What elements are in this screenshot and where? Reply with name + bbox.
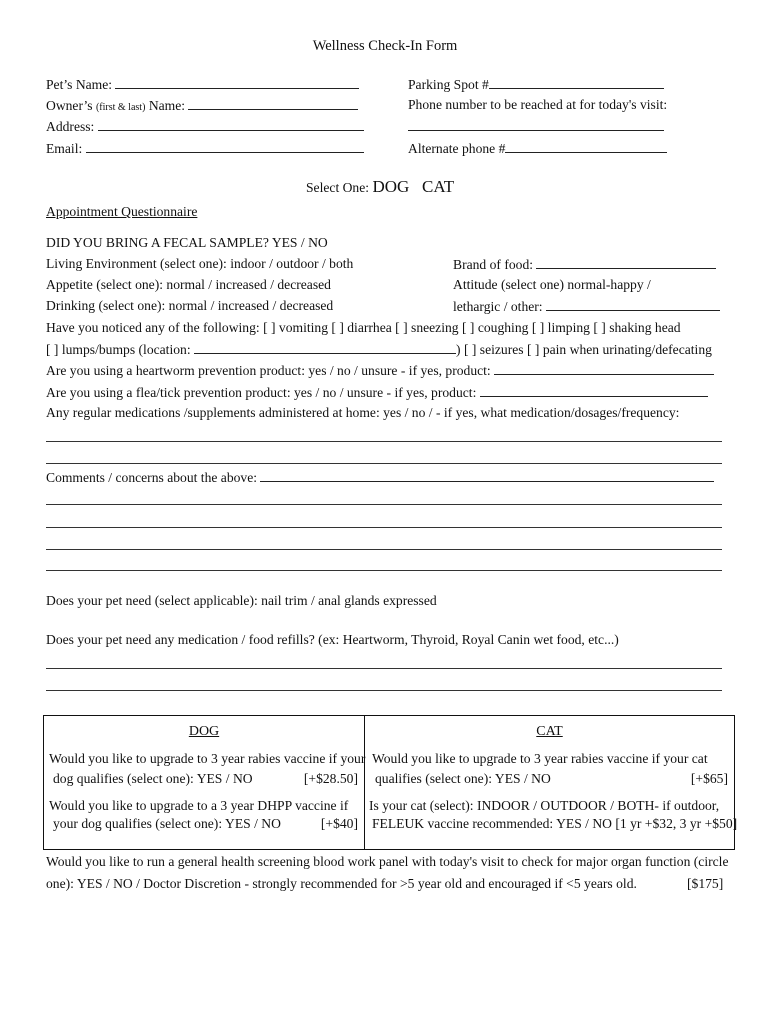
species-prompt: Select One: <box>306 180 370 195</box>
dog-dhpp-price: [+$40] <box>320 816 358 831</box>
fecal-question: DID YOU BRING A FECAL SAMPLE? YES / NO <box>46 235 328 250</box>
living-question: Living Environment (select one): indoor / outdoor / both <box>46 256 354 271</box>
brand-row <box>453 256 716 273</box>
owner-name-label-b: Name: <box>148 98 186 113</box>
comments-line-2[interactable] <box>46 527 722 528</box>
heartworm-product-field[interactable] <box>494 362 714 375</box>
refills-line-2[interactable] <box>46 690 722 691</box>
lumps-label-b: ) [ ] seizures [ ] pain when urinating/defecating <box>456 342 712 357</box>
bloodwork-price: [$175] <box>687 876 724 891</box>
cat-env-text-1[interactable]: Is your cat (select): INDOOR / OUTDOOR / BOTH- if outdoor, <box>369 798 720 813</box>
bloodwork-text-2[interactable]: one): YES / NO / Doctor Discretion - strongly recommended for >5 year old and encouraged if <5 years old. <box>46 876 637 891</box>
brand-label: Brand of food: <box>453 257 534 272</box>
dog-rabies-price: [+$28.50] <box>303 771 358 786</box>
dog-rabies-text-1: Would you like to upgrade to 3 year rabies vaccine if your <box>49 751 366 766</box>
comments-field[interactable] <box>260 469 714 482</box>
dog-dhpp-text-2[interactable]: your dog qualifies (select one): YES / NO <box>53 816 281 831</box>
address-row <box>46 118 364 135</box>
address-field[interactable] <box>98 118 364 131</box>
comments-label: Comments / concerns about the above: <box>46 470 258 485</box>
flea-row <box>46 384 708 401</box>
meds-line-2[interactable] <box>46 463 722 464</box>
nail-trim-question: Does your pet need (select applicable): nail trim / anal glands expressed <box>46 593 437 608</box>
phone-row <box>408 118 664 135</box>
dog-column <box>44 716 365 850</box>
alt-phone-label: Alternate phone # <box>408 141 506 156</box>
owner-name-field[interactable] <box>188 97 358 110</box>
cat-rabies-price: [+$65] <box>690 771 728 786</box>
attitude-question: Attitude (select one) normal-happy / <box>453 277 651 292</box>
section-heading: Appointment Questionnaire <box>46 204 198 219</box>
symptoms-question: Have you noticed any of the following: [ ] vomiting [ ] diarrhea [ ] sneezing [ ] coughing [ ] limping [ ] shaking head <box>46 320 681 335</box>
meds-question: Any regular medications /supplements administered at home: yes / no / - if yes, what medication/dosages/frequency: <box>46 405 680 420</box>
dog-header: DOG <box>188 724 220 739</box>
lumps-location-field[interactable] <box>194 341 456 354</box>
dog-rabies-text-2[interactable]: dog qualifies (select one): YES / NO <box>53 771 253 786</box>
address-label: Address: <box>46 119 95 134</box>
refills-question: Does your pet need any medication / food refills? (ex: Heartworm, Thyroid, Royal Canin wet food, etc...) <box>46 632 619 647</box>
meds-line-1[interactable] <box>46 441 722 442</box>
cat-header: CAT <box>536 724 563 739</box>
flea-product-field[interactable] <box>480 384 708 397</box>
drinking-question: Drinking (select one): normal / increased / decreased <box>46 298 334 313</box>
cat-column <box>365 716 738 850</box>
email-label: Email: <box>46 141 83 156</box>
phone-field[interactable] <box>408 118 664 131</box>
pet-name-row <box>46 76 359 93</box>
bloodwork-text-1: Would you like to run a general health screening blood work panel with today's visit to check for major organ function (circle <box>46 854 729 869</box>
lethargic-label: lethargic / other: <box>453 299 543 314</box>
refills-line-1[interactable] <box>46 668 722 669</box>
owner-name-label-a: Owner’s <box>46 98 93 113</box>
comments-row <box>46 469 714 486</box>
form-title: Wellness Check-In Form <box>312 38 458 54</box>
species-select <box>306 177 454 197</box>
dog-dhpp-text-1: Would you like to upgrade to a 3 year DHPP vaccine if <box>49 798 349 813</box>
owner-name-row <box>46 97 358 114</box>
vaccine-options-table <box>43 715 738 850</box>
lumps-row <box>46 341 712 358</box>
comments-line-1[interactable] <box>46 504 722 505</box>
alt-phone-row <box>408 140 667 157</box>
email-row <box>46 140 364 157</box>
alt-phone-field[interactable] <box>505 140 667 153</box>
pet-name-field[interactable] <box>115 76 359 89</box>
lumps-label-a: [ ] lumps/bumps (location: <box>46 342 191 357</box>
email-field[interactable] <box>86 140 364 153</box>
heartworm-question: Are you using a heartworm prevention product: yes / no / unsure - if yes, product: <box>46 363 491 378</box>
flea-question: Are you using a flea/tick prevention product: yes / no / unsure - if yes, product: <box>46 385 477 400</box>
comments-line-4[interactable] <box>46 570 722 571</box>
parking-row <box>408 76 664 93</box>
attitude-other-field[interactable] <box>546 298 720 311</box>
lethargic-row <box>453 298 720 315</box>
comments-line-3[interactable] <box>46 549 722 550</box>
owner-name-label-small: (first & last) <box>95 102 146 113</box>
brand-field[interactable] <box>536 256 716 269</box>
pet-name-label: Pet’s Name: <box>46 77 113 92</box>
species-options[interactable]: DOG CAT <box>372 177 455 196</box>
parking-field[interactable] <box>489 76 664 89</box>
cat-rabies-text-1: Would you like to upgrade to 3 year rabies vaccine if your cat <box>372 751 708 766</box>
appetite-question: Appetite (select one): normal / increased / decreased <box>46 277 331 292</box>
parking-label: Parking Spot # <box>408 77 489 92</box>
cat-rabies-text-2[interactable]: qualifies (select one): YES / NO <box>375 771 551 786</box>
cat-env-text-2[interactable]: FELEUK vaccine recommended: YES / NO [1 yr +$32, 3 yr +$50] <box>372 816 738 831</box>
heartworm-row <box>46 362 714 379</box>
phone-label: Phone number to be reached at for today's visit: <box>408 97 668 112</box>
